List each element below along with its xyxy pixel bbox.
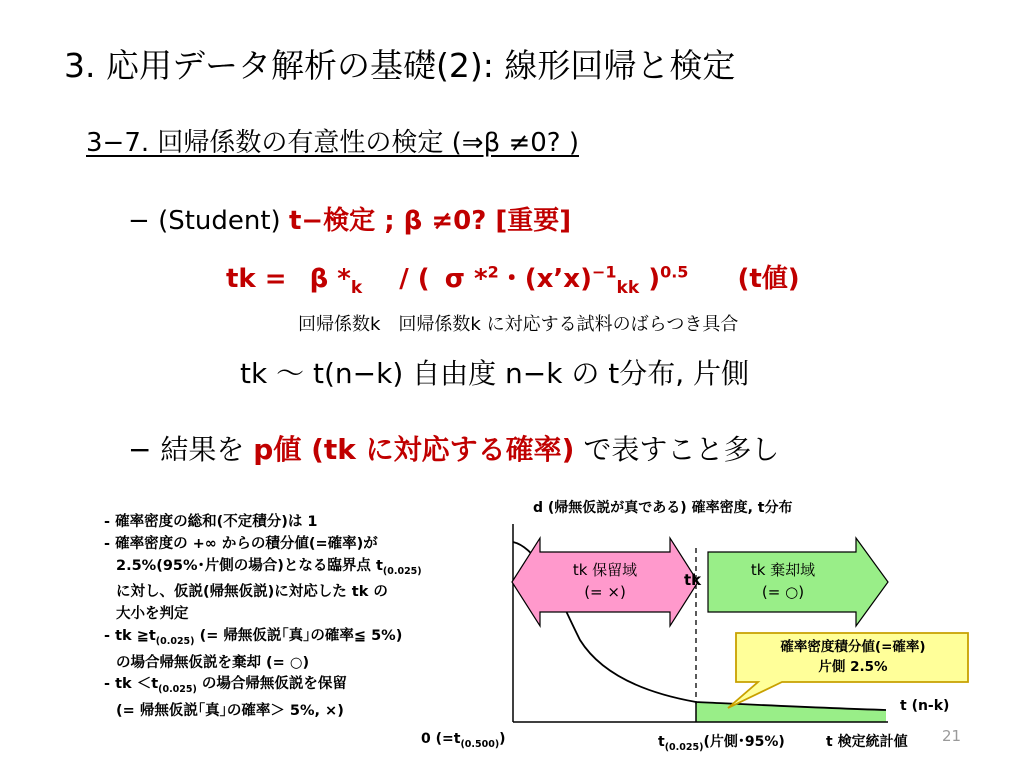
formula-lhs: tk = — [226, 264, 296, 294]
rule-line: の場合帰無仮説を棄却 (= ○) — [116, 654, 310, 671]
rule-line: に対し、仮説(帰無仮説)に対応した tk の — [116, 584, 388, 601]
formula-slash: / ( — [399, 264, 439, 294]
rejection-tail-area — [696, 702, 886, 722]
origin-label — [421, 731, 506, 750]
distribution-line: tk 〜 t(n−k) 自由度 n−k の t分布, 片側 — [240, 357, 750, 390]
bullet-dash: − — [128, 433, 152, 466]
rule-sub: (0.025) — [382, 565, 422, 577]
bullet-highlight: p値 (tk に対応する確率) — [253, 433, 575, 466]
x-axis-label: t (n-k) — [900, 698, 950, 714]
bullet-prefix: (Student) — [158, 206, 289, 236]
callout-text — [740, 637, 966, 677]
rule-line: (= 帰無仮説｢真｣の確率＞ 5%, ×) — [116, 703, 344, 720]
rule-sub: (0.025) — [155, 635, 195, 647]
retain-label-line: (= ×) — [584, 583, 626, 601]
y-axis-label: d (帰無仮説が真である) 確率密度, t分布 — [533, 500, 793, 516]
rule-line: 大小を判定 — [116, 606, 189, 623]
retain-region-label — [545, 559, 665, 603]
rule-text: - tk ≧t — [104, 627, 156, 644]
rule-sub: (0.025) — [158, 684, 197, 696]
callout-line: 片側 2.5% — [818, 659, 888, 675]
retain-label-line: tk 保留域 — [572, 561, 638, 579]
rule-line: - 確率密度の +∞ からの積分値(=確率)が — [104, 535, 378, 552]
formula-kk-sub: kk — [616, 278, 640, 299]
test-statistic-label: t 検定統計値 — [826, 734, 908, 750]
critical-value-label — [658, 731, 785, 753]
origin-text: ) — [499, 731, 506, 747]
section-subtitle: 3−7. 回帰係数の有意性の検定 (⇒β ≠0? ) — [86, 128, 579, 158]
formula-pow-sup: 0.5 — [660, 262, 689, 282]
formula-close: ) — [639, 264, 661, 294]
formula-beta: β * — [309, 264, 351, 294]
bullet-highlight: t−検定 ; β ≠0? [重要] — [288, 206, 572, 236]
crit-sub: (0.025) — [664, 741, 704, 753]
origin-text: 0 (=t — [421, 731, 461, 747]
formula-inv-sup: −1 — [591, 262, 617, 282]
reject-label-line: (= ○) — [761, 583, 805, 601]
formula-xx: ・(x’x) — [498, 264, 592, 294]
tk-marker-label: tk — [684, 571, 702, 589]
rule-text: - tk ＜t — [104, 676, 159, 693]
formula-sigma: σ * — [444, 264, 488, 294]
formula-beta-sub: k — [350, 278, 363, 299]
formula-tval-label: (t値) — [737, 264, 800, 294]
rule-text: の場合帰無仮説を保留 — [196, 676, 347, 693]
crit-text: (片側･95%) — [703, 734, 785, 750]
rule-text: 2.5%(95%･片側の場合)となる臨界点 t — [116, 557, 383, 574]
formula-sigma-sup: 2 — [487, 262, 499, 282]
slide-title: 3. 応用データ解析の基礎(2): 線形回帰と検定 — [64, 46, 736, 85]
reject-label-line: tk 棄却域 — [750, 561, 816, 579]
callout-line: 確率密度積分値(=確率) — [780, 639, 926, 655]
origin-sub: (0.500) — [460, 738, 500, 750]
bullet-dash: − — [128, 206, 150, 236]
reject-region-label — [713, 559, 853, 603]
bullet-prefix: 結果を — [160, 433, 254, 466]
rule-line: - 確率密度の総和(不定積分)は 1 — [104, 514, 318, 530]
slide-number: 21 — [942, 727, 962, 745]
formula-note: 回帰係数k 回帰係数k に対応する試料のばらつき具合 — [298, 314, 739, 335]
crit-text: t — [658, 734, 665, 750]
rule-text: (= 帰無仮説｢真｣の確率≦ 5%) — [194, 627, 403, 644]
bullet-suffix: で表すこと多し — [583, 433, 780, 466]
